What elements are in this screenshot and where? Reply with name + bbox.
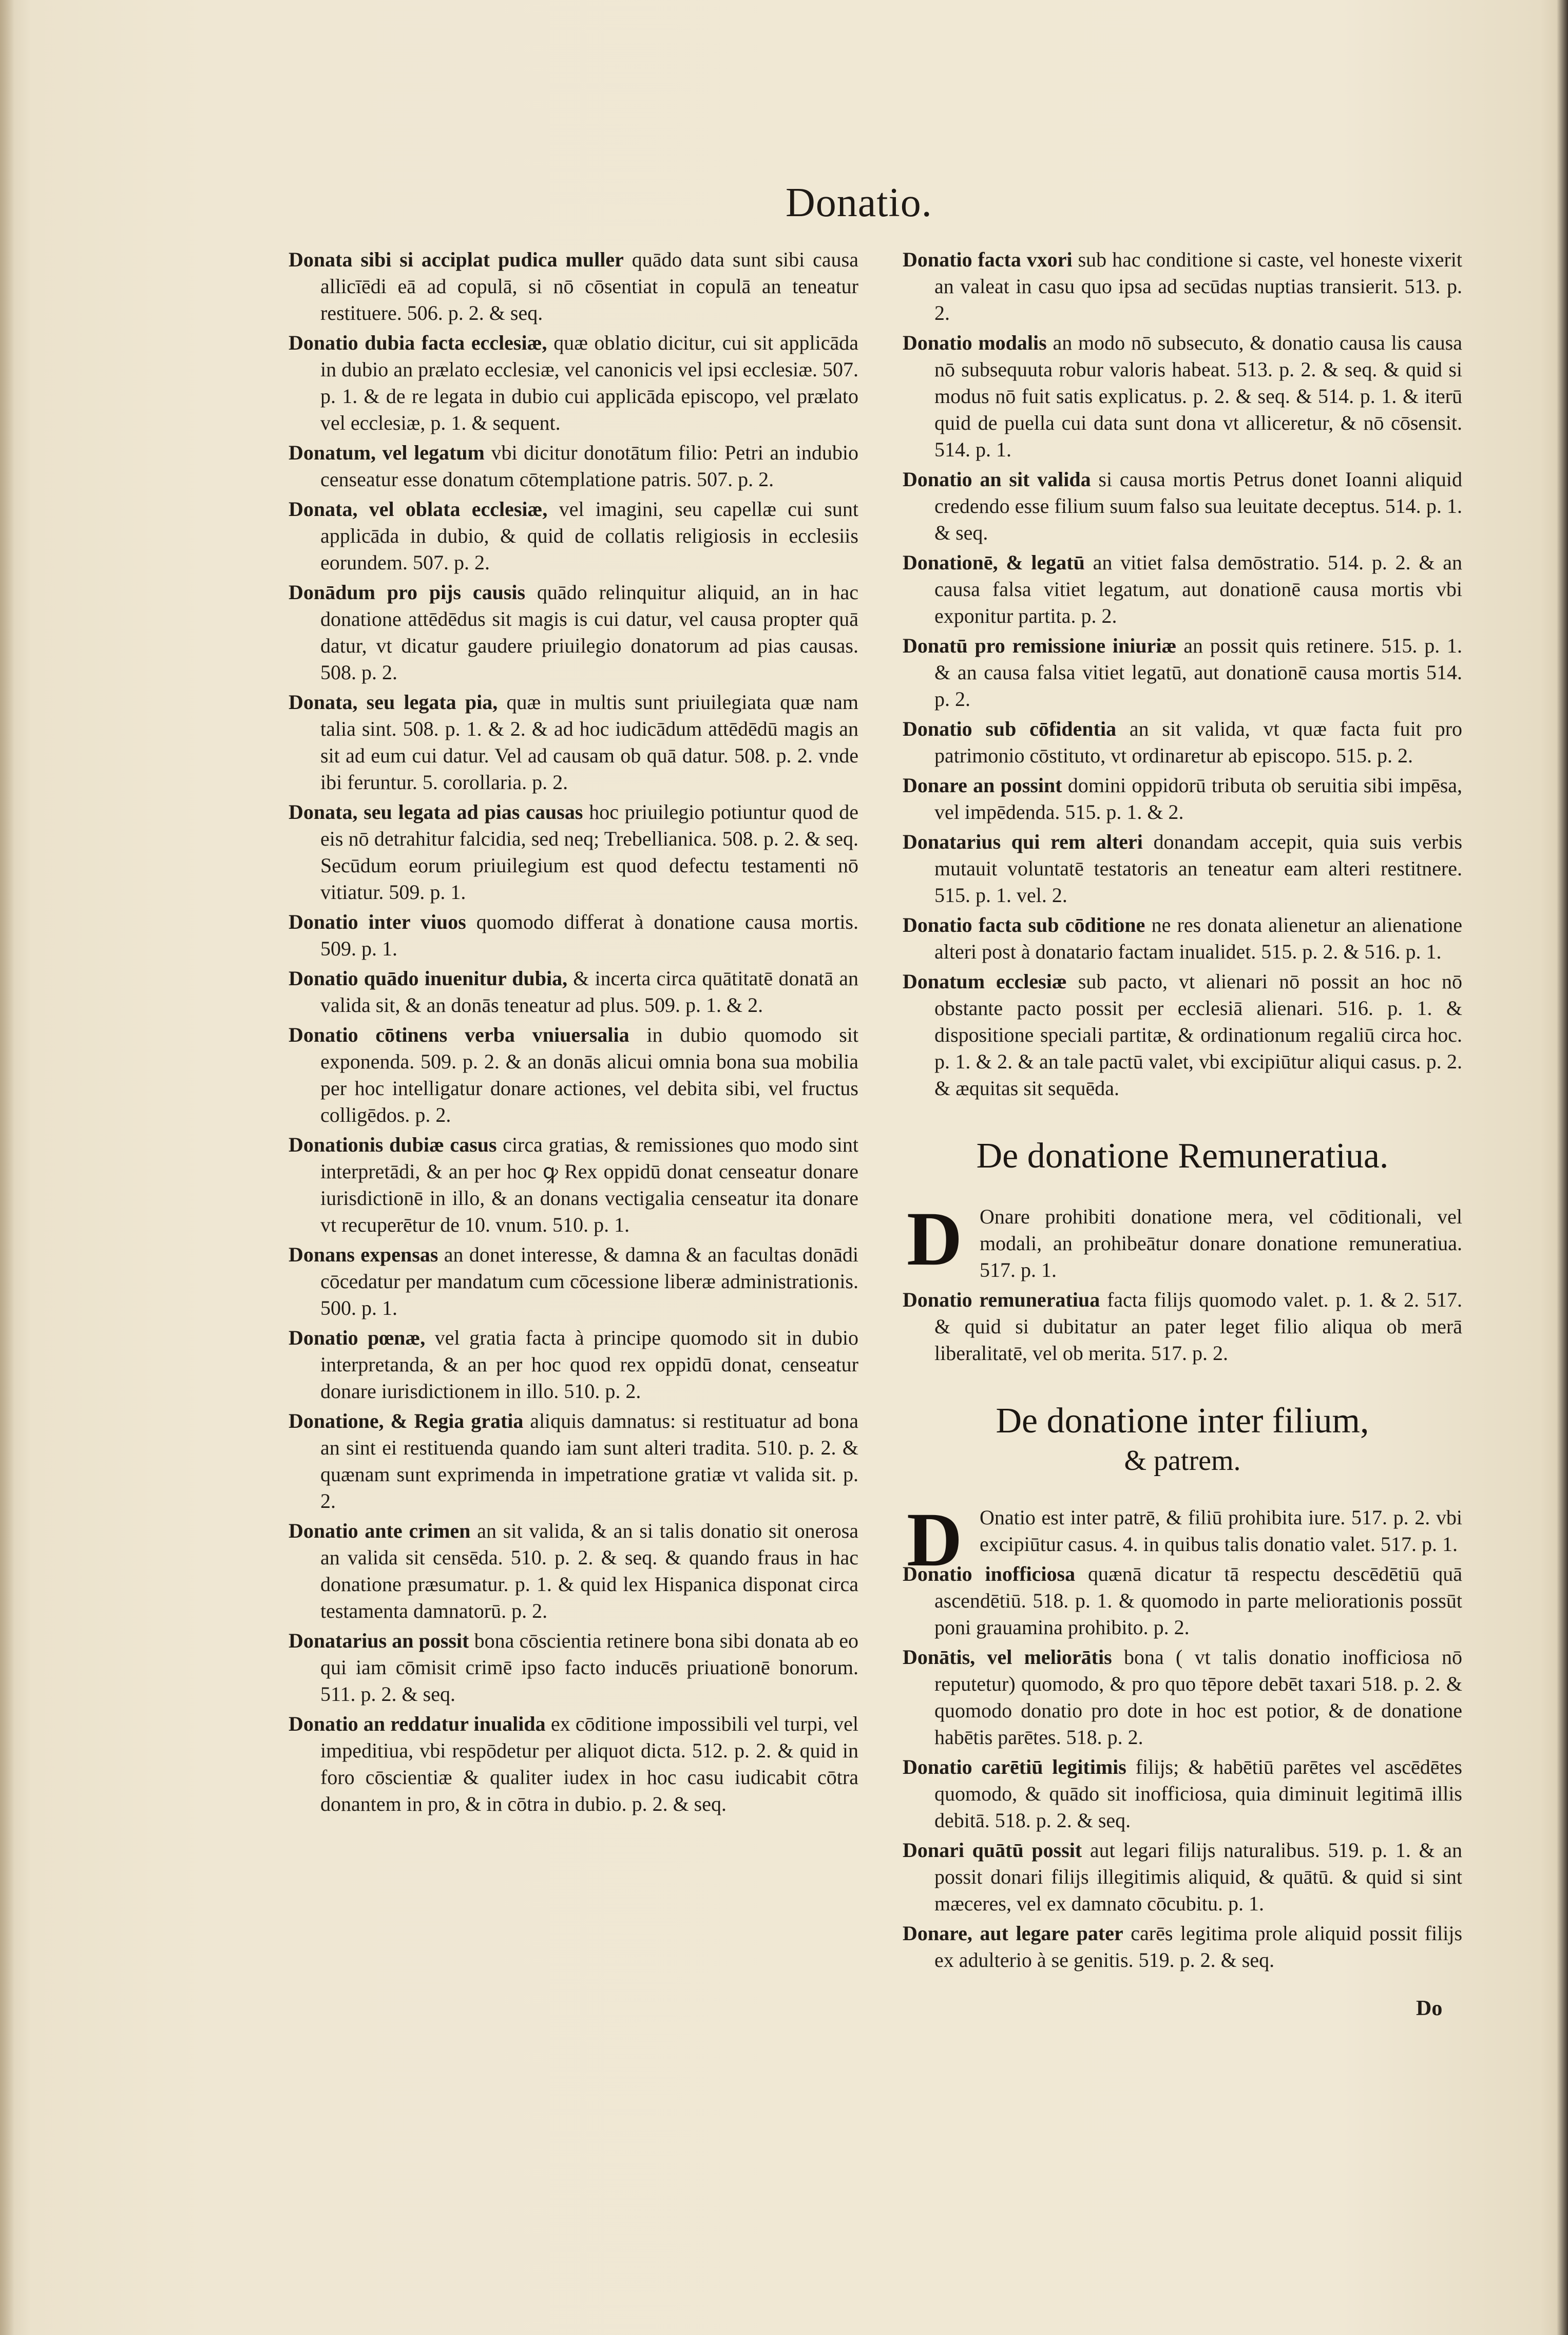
index-entry [903,330,1462,463]
running-head: Donatio. [786,180,932,225]
entry-text: quādo relinquitur aliquid, an in hac donatione attēdēdus sit magis is cui datur, vel causa propter quā datur, vt dicatur gaudere priuilegio donatorum ad pias causas. 508. p. 2. [320,581,859,684]
index-entry [903,716,1462,769]
entry-text: bona cōscientia retinere bona sibi donata ab eo qui iam cōmisit crimē ipso facto inducēs priuationē bonorum. 511. p. 2. & seq. [320,1629,859,1706]
index-entry [903,1837,1462,1917]
index-entry [903,912,1462,965]
entry-text: vel gratia facta à principe quomodo sit in dubio interpretanda, & an per hoc quod rex oppidū donat, censeatur donare iurisdictionem in illo. 510. p. 2. [320,1326,858,1403]
entry-text: facta filijs quomodo valet. p. 1. & 2. 517. & quid si dubitatur an pater leget filio aliqua ob merā liberalitatē, vel ob merita. 517. p. 2. [934,1288,1463,1365]
index-entry [903,1561,1462,1641]
entry-text: aliquis damnatus: si restituatur ad bona an sint ei restituenda quando iam sunt alteri tradita. 510. p. 2. & quænam sunt exprimenda in impetratione gratiæ vt valida sit. p. 2. [320,1409,858,1513]
entry-text: ex cōditione impossibili vel turpi, vel impeditiua, vbi respōdetur per aliquot dicta. 512. p. 2. & quid in foro cōscientiæ & qualiter iudex in hoc casu iudicabit cōtra donantem in pro, & in cōtra in dubio. p. 2. & seq. [320,1712,858,1815]
index-entry [289,439,858,493]
index-entry [903,829,1462,909]
section-title-main: De donatione inter filium, [996,1401,1369,1441]
entry-text: quæ oblatio dicitur, cui sit applicāda in dubio an prælato ecclesiæ, vel canonicis vel ipsi ecclesiæ. 507. p. 1. & de re legata in dubio cui applicāda episcopo, vel prælato vel ecclesiæ, p. 1. & sequent. [320,331,859,434]
entry-head: Donatio an sit valida [903,468,1091,491]
entry-head: Donatio ante crimen [289,1519,471,1542]
entry-head: Donatio sub cōfidentia [903,717,1117,740]
right-column [903,246,1462,1977]
entry-head: Donari quātū possit [903,1839,1082,1862]
index-entry [289,1022,858,1128]
entry-text: an modo nō subsecuto, & donatio causa lis causa nō subsequuta robur valoris habeat. 513. p. 2. & seq. & quid si modus nō fuit satis explicatus. p. 2. & seq. & 514. p. 1. & iterū quid de puella cui data sunt dona vt alliceretur, & nō cōsensit. 514. p. 1. [934,331,1462,461]
entry-text: an vitiet falsa demōstratio. 514. p. 2. & an causa falsa vitiet legatum, aut donationē causa mortis vbi exponitur partita. p. 2. [934,551,1463,627]
drop-cap: D [907,1497,963,1582]
index-entry [903,1754,1462,1834]
entry-head: Donatio inter viuos [289,910,466,933]
entry-head: Donādum pro pijs causis [289,581,526,604]
entry-head: Donationis dubiæ casus [289,1133,497,1156]
entry-head: Donationē, & legatū [903,551,1085,574]
entry-head: Donatio dubia facta ecclesiæ, [289,331,547,354]
entry-text: Onare prohibiti donatione mera, vel cōditionali, vel modali, an prohibeātur donare donatione remuneratiua. 517. p. 1. [980,1205,1462,1281]
entry-text: si causa mortis Petrus donet Ioanni aliquid credendo esse filium suum falso sua leuitate deceptus. 514. p. 1. & seq. [934,468,1462,544]
index-entry [289,496,858,576]
index-entry [903,968,1462,1102]
drop-cap: D [907,1196,963,1281]
index-entry [289,1711,858,1817]
entry-head: Donata sibi si acciplat pudica muller [289,248,624,271]
index-entry [289,689,858,796]
index-entry [289,1325,858,1405]
entry-head: Donata, seu legata ad pias causas [289,800,583,824]
index-entry [289,1628,858,1708]
entry-text: an possit quis retinere. 515. p. 1. & an causa falsa vitiet legatū, aut donationē causa mortis 514. p. 2. [934,634,1463,711]
entry-head: Donatū pro remissione iniuriæ [903,634,1177,657]
entry-text: sub pacto, vt alienari nō possit an hoc nō obstante pacto possit per ecclesiā alienari. 516. p. 1. & dispositione speciali partitæ, & ordinationum regaliū circa hoc. p. 1. & 2. & an tale pactū valet, vbi excipiūtur aliqui casus. p. 2. & æquitas sit sequēda. [934,970,1463,1100]
entry-head: Donare, aut legare pater [903,1922,1123,1945]
entry-head: Donans expensas [289,1243,438,1266]
entry-text: aut legari filijs naturalibus. 519. p. 1. & an possit donari filijs illegitimis aliquid, & quātū. & quid si sint mæceres, vel ex damnato cōcubitu. p. 1. [934,1839,1463,1915]
index-entry [289,1241,858,1322]
index-entry [903,772,1462,826]
index-entry [289,330,858,436]
index-entry [903,549,1462,629]
entry-text: quomodo differat à donatione causa mortis. 509. p. 1. [320,910,858,960]
entry-head: Donatio quādo inuenitur dubia, [289,967,568,990]
entry-head: Donatio an reddatur inualida [289,1712,546,1735]
entry-head: Donatione, & Regia gratia [289,1409,524,1432]
index-entry [289,1408,858,1515]
index-entry [289,579,858,686]
index-entry [903,1920,1462,1974]
entry-text: hoc priuilegio potiuntur quod de eis nō detrahitur falcidia, sed neq; Trebellianica. 508. p. 2. & seq. Secūdum eorum priuilegium est quod defectu testamenti nō vitiatur. 509. p. 1. [320,800,858,904]
entry-text: bona ( vt talis donatio inofficiosa nō reputetur) quomodo, & pro quo tēpore debēt taxari 518. p. 2. & quomodo donatio pro dote in hoc est potior, & de donatione habētis parētes. 518. p. 2. [934,1645,1462,1749]
entry-head: Donatio remuneratiua [903,1288,1100,1311]
entry-head: Donatio inofficiosa [903,1562,1076,1585]
entry-text: circa gratias, & remissiones quo modo sint interpretādi, & an per hoc ꝙ Rex oppidū donat censeatur donare iurisdictionē in illo, & an donans vectigalia censeatur ita donare vt recuperētur de 10. vnum. 510. p. 1. [320,1133,859,1236]
entry-head: Donatarius qui rem alteri [903,830,1143,853]
index-entry [903,1644,1462,1751]
entry-head: Donātis, vel meliorātis [903,1645,1112,1669]
lead-entry [903,1196,1462,1284]
entry-head: Donatio facta sub cōditione [903,913,1145,936]
index-entry [903,1287,1462,1367]
index-entry [289,909,858,962]
index-entry [289,799,858,906]
entry-text: quæ in multis sunt priuilegiata quæ nam talia sint. 508. p. 1. & 2. & ad hoc iudicādum attēdēdū magis an sit ad eum cui datur. Vel ad causam ob quā datur. 508. p. 2. vnde ibi feruntur. 5. corollaria. p. 2. [320,691,859,794]
entry-text: & incerta circa quātitatē donatā an valida sit, & an donās teneatur ad plus. 509. p. 1. & 2. [320,967,858,1017]
index-entry [289,1132,858,1238]
entry-head: Donatio facta vxori [903,248,1073,271]
entry-head: Donatio pœnæ, [289,1326,426,1349]
entry-head: Donatum, vel legatum [289,441,485,464]
index-entry [903,466,1462,546]
index-entry [903,633,1462,713]
section-title-filium [903,1400,1462,1479]
entry-head: Donata, seu legata pia, [289,691,498,714]
entry-head: Donatarius an possit [289,1629,469,1652]
entry-text: ne res donata alienetur an alienatione alteri post à donatario factam inualidet. 515. p. 2. & 516. p. 1. [934,913,1462,963]
entry-text: an sit valida, vt quæ facta fuit pro patrimonio cōstituto, vt ordinaretur ab episcopo. 515. p. 2. [934,717,1463,767]
index-entry [903,246,1462,327]
entry-text: Onatio est inter patrē, & filiū prohibita iure. 517. p. 2. vbi excipiūtur casus. 4. in quibus talis donatio valet. 517. p. 1. [980,1506,1462,1556]
entry-text: quādo data sunt sibi causa allicīēdi eā ad copulā, si nō cōsentiat in copulā an teneatur restituere. 506. p. 2. & seq. [320,248,858,324]
entry-text: carēs legitima prole aliquid possit filijs ex adulterio à se genitis. 519. p. 2. & seq. [934,1922,1463,1972]
index-entry [289,246,858,327]
entry-text: quænā dicatur tā respectu descēdētiū quā ascendētiū. 518. p. 1. & quomodo in parte meliorationis possūt poni grauamina prohibito. p. 2. [934,1562,1463,1639]
entry-text: sub hac conditione si caste, vel honeste vixerit an valeat in casu quo ipsa ad secūdas nuptias transierit. 513. p. 2. [934,248,1463,324]
entry-head: Donata, vel oblata ecclesiæ, [289,497,548,521]
entry-head: Donatum ecclesiæ [903,970,1067,993]
entry-head: Donatio cōtinens verba vniuersalia [289,1023,629,1046]
left-column [289,246,858,1821]
index-entry [289,1518,858,1624]
catchword: Do [1416,1997,1443,2020]
entry-text: vbi dicitur donotātum filio: Petri an indubio censeatur esse donatum cōtemplatione patris. 507. p. 2. [320,441,859,491]
entry-head: Donare an possint [903,774,1062,797]
entry-text: an sit valida, & an si talis donatio sit onerosa an valida sit censēda. 510. p. 2. & seq. & quando fraus in hac donatione præsumatur. p. 1. & quid lex Hispanica disponat circa testamenta damnatorū. p. 2. [320,1519,859,1622]
entry-text: filijs; & habētiū parētes vel ascēdētes quomodo, & quādo sit inofficiosa, quia diminuit legitimā illis debitā. 518. p. 2. & seq. [934,1755,1462,1832]
entry-head: Donatio carētiū legitimis [903,1755,1126,1778]
section-title-remuneratiua: De donatione Remuneratiua. [976,1136,1389,1176]
entry-head: Donatio modalis [903,331,1047,354]
section-subtitle: & patrem. [1124,1445,1241,1477]
entry-text: domini oppidorū tributa ob seruitia sibi impēsa, vel impēdenda. 515. p. 1. & 2. [934,774,1463,824]
index-entry [289,965,858,1019]
entry-text: in dubio quomodo sit exponenda. 509. p. 2. & an donās alicui omnia bona sua mobilia per hoc intelligatur donare actiones, vel debita sibi, vel fructus colligēdos. p. 2. [320,1023,858,1126]
entry-text: an donet interesse, & damna & an facultas donādi cōcedatur per mandatum cum cōcessione liberæ administrationis. 500. p. 1. [320,1243,859,1319]
entry-text: donandam accepit, quia suis verbis mutauit voluntatē testatoris an teneatur eam alteri restitnere. 515. p. 1. vel. 2. [934,830,1463,907]
entry-text: vel imagini, seu capellæ cui sunt applicāda in dubio, & quid de collatis religiosis in ecclesiis eorundem. 507. p. 2. [320,497,859,574]
